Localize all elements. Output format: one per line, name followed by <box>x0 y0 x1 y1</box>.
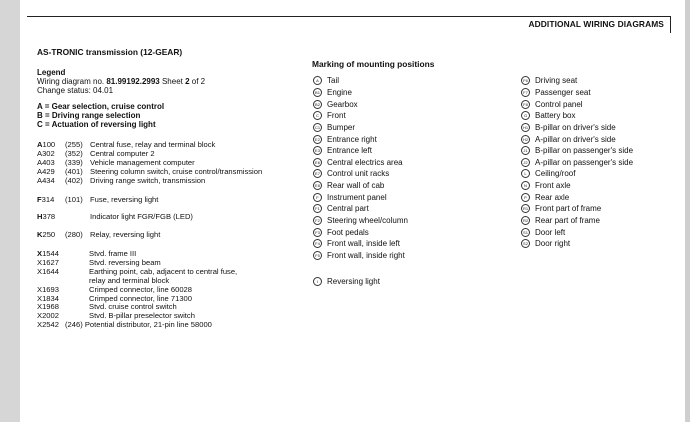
marking-item: N Front axle <box>521 180 633 192</box>
diagram-info <box>37 77 205 86</box>
position-symbol-icon: F1 <box>313 204 322 213</box>
position-symbol-icon: N <box>521 181 530 190</box>
legend-block <box>37 68 205 95</box>
position-symbol-icon: F5 <box>313 251 322 260</box>
marking-item: G Battery box <box>521 110 633 122</box>
position-symbol-icon: F4 <box>313 239 322 248</box>
position-symbol-icon: R2 <box>522 218 529 223</box>
marking-extra <box>313 276 380 288</box>
marking-item: E8 Rear wall of cab <box>313 180 408 192</box>
component-row: X1627 Stvd. reversing beam <box>37 257 161 267</box>
component-row: relay and terminal block <box>89 275 170 285</box>
component-row: X1834 Crimped connector, line 71300 <box>37 293 193 303</box>
diagram-number: 81.99192.2993 <box>106 77 160 86</box>
position-symbol-icon: E3 <box>313 146 322 155</box>
position-symbol-icon: E7 <box>313 169 322 178</box>
marking-item: R2 Rear part of frame <box>522 216 600 225</box>
position-symbol-icon: F3 <box>313 228 322 237</box>
component-row: A302 (352) Central computer 2 <box>37 149 155 158</box>
position-symbol-icon: G <box>521 111 530 120</box>
components-k <box>37 230 160 239</box>
marking-item: F2 Steering wheel/column <box>313 215 408 227</box>
marking-item: E6 Central electrics area <box>313 156 408 168</box>
marking-item: F7 Passenger seat <box>521 87 633 99</box>
position-symbol-icon: E6 <box>313 158 322 167</box>
marking-item: F6 Driving seat <box>521 75 633 87</box>
marking-item: I Reversing light <box>313 276 380 288</box>
sheet-suffix: of 2 <box>189 77 206 86</box>
component-row: X1544 Stvd. frame III <box>37 249 137 258</box>
component-row: A403 (339) Vehicle management computer <box>37 158 195 167</box>
marking-item: J1 B-pillar on passenger's side <box>521 145 633 157</box>
position-symbol-icon: F6 <box>521 76 530 85</box>
position-symbol-icon: P <box>521 193 530 202</box>
marking-item: F8 Control panel <box>521 98 633 110</box>
position-symbol-icon: R1 <box>522 206 529 212</box>
marking-item: H1 B-pillar on driver's side <box>522 122 616 132</box>
position-symbol-icon: S1 <box>521 228 530 237</box>
marking-item: E2 Entrance right <box>313 133 408 145</box>
marking-item: F1 Central part <box>313 203 408 215</box>
component-row: X2542 (246) Potential distributor, 21-pin line 58000 <box>37 320 212 330</box>
group-b: B = Driving range selection <box>37 111 141 120</box>
position-symbol-icon: B2 <box>313 100 322 109</box>
components-x <box>37 250 237 330</box>
marking-item: B2 Gearbox <box>313 98 408 110</box>
component-row: X1968 Stvd. cruise control switch <box>37 302 177 312</box>
component-row: A100 (255) Central fuse, relay and terminal block <box>37 140 216 149</box>
position-symbol-icon: F8 <box>521 100 530 109</box>
position-symbol-icon: F7 <box>521 88 530 97</box>
component-row: A429 (401) Steering column switch, cruise control/transmission <box>37 167 263 176</box>
marking-item: H2 A-pillar on driver's side <box>522 134 616 144</box>
position-symbol-icon: E2 <box>313 135 322 144</box>
diagram-prefix: Wiring diagram no. <box>37 77 107 86</box>
scrollbar[interactable] <box>685 0 690 422</box>
section-header: ADDITIONAL WIRING DIAGRAMS <box>528 19 664 29</box>
change-status: Change status: 04.01 <box>37 86 114 95</box>
component-row: H378 Indicator light FGR/FGB (LED) <box>37 212 193 221</box>
marking-item: S2 Door right <box>521 238 633 250</box>
position-symbol-icon: B1 <box>313 88 322 97</box>
marking-item: F Instrument panel <box>313 191 408 203</box>
position-symbol-icon: S2 <box>521 239 530 248</box>
position-symbol-icon: L <box>521 169 530 178</box>
marking-column-2 <box>521 75 633 250</box>
marking-item: A Tail <box>313 75 408 87</box>
components-h <box>37 212 193 221</box>
sheet-prefix: Sheet <box>159 77 186 86</box>
marking-item: C Front <box>313 110 408 122</box>
group-a: A = Gear selection, cruise control <box>37 102 165 111</box>
component-row: A434 (402) Driving range switch, transmission <box>37 176 206 185</box>
position-symbol-icon: C1 <box>314 124 321 130</box>
components-a <box>37 140 262 185</box>
marking-item: L Ceiling/roof <box>521 168 633 180</box>
position-symbol-icon: H1 <box>522 124 529 130</box>
component-row: K250 (280) Relay, reversing light <box>37 230 161 239</box>
marking-item: J2 A-pillar on passenger's side <box>521 156 633 168</box>
position-symbol-icon: I <box>313 277 322 286</box>
component-row: X1644 Earthing point, cab, adjacent to central fuse, <box>37 266 238 276</box>
position-symbol-icon: J2 <box>521 158 530 167</box>
marking-item: P Rear axle <box>521 191 633 203</box>
component-row: F314 (101) Fuse, reversing light <box>37 195 159 204</box>
marking-item: S1 Door left <box>521 226 633 238</box>
marking-item: R1 Front part of frame <box>522 204 602 214</box>
position-symbol-icon: A <box>313 76 322 85</box>
marking-item: F4 Front wall, inside left <box>313 238 408 250</box>
position-symbol-icon: H2 <box>522 136 529 142</box>
marking-item: B1 Engine <box>313 87 408 99</box>
position-symbol-icon: F <box>313 193 322 202</box>
marking-column-1 <box>313 75 408 261</box>
component-row: X2002 Stvd. B-pillar preselector switch <box>37 311 195 321</box>
marking-item: F3 Foot pedals <box>313 226 408 238</box>
sheet-number: 2 <box>185 77 190 86</box>
marking-item: E7 Control unit racks <box>313 168 408 180</box>
marking-item: C1 Bumper <box>314 122 356 132</box>
component-row: X1693 Crimped connector, line 60028 <box>37 284 193 294</box>
position-symbol-icon: J1 <box>521 146 530 155</box>
legend-heading: Legend <box>37 68 66 77</box>
document-title: AS-TRONIC transmission (12-GEAR) <box>37 47 183 57</box>
marking-item: E3 Entrance left <box>313 145 408 157</box>
position-symbol-icon: F2 <box>313 216 322 225</box>
function-groups <box>37 102 164 129</box>
position-symbol-icon: E8 <box>313 181 322 190</box>
page-gutter <box>0 0 20 422</box>
group-c: C = Actuation of reversing light <box>37 120 156 129</box>
components-f <box>37 195 158 204</box>
marking-title: Marking of mounting positions <box>312 59 435 69</box>
position-symbol-icon: C <box>313 111 322 120</box>
marking-item: F5 Front wall, inside right <box>313 250 408 262</box>
